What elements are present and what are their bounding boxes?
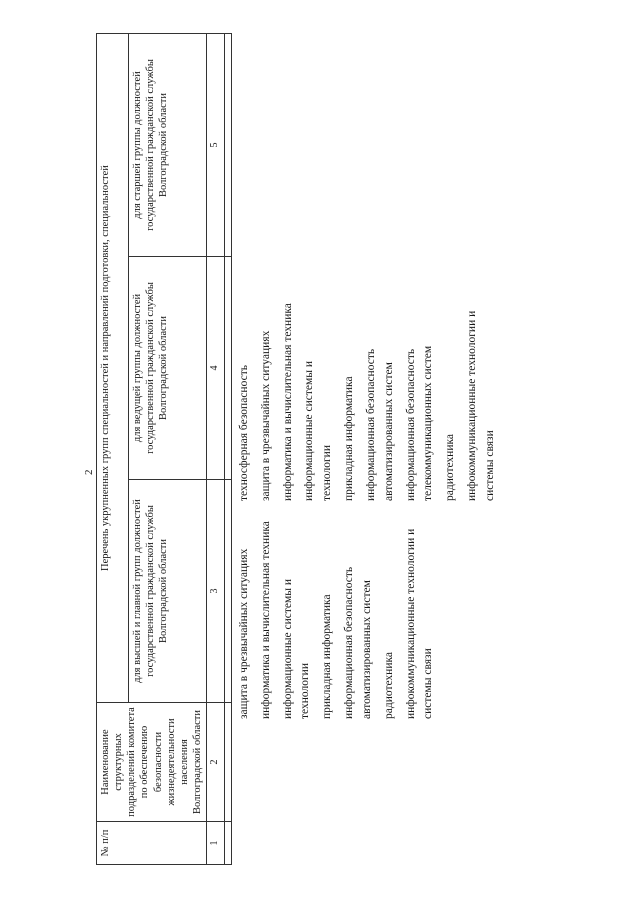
column-number: 4 xyxy=(207,257,225,480)
page-number: 2 xyxy=(83,469,95,475)
header-senior: для старшей группы должностей государственной гражданской службы Волгоградской области xyxy=(128,34,206,257)
header-leading: для ведущей группы должностей государственной гражданской службы Волгоградской области xyxy=(128,257,206,480)
column-number: 3 xyxy=(207,480,225,703)
list-item: инфокоммуникационные технологии и системы связи xyxy=(404,528,435,719)
column-number: 1 xyxy=(207,822,225,865)
list-item: информатика и вычислительная техника xyxy=(281,303,294,501)
specialty-list-leading xyxy=(236,303,504,501)
list-item: защита в чрезвычайных ситуациях xyxy=(259,330,272,501)
list-item: техносферная безопасность xyxy=(238,365,250,501)
header-number: № п/п xyxy=(97,822,207,865)
list-item: радиотехника xyxy=(382,651,395,719)
specialty-lists xyxy=(236,25,576,905)
list-item: прикладная информатика xyxy=(321,594,334,719)
list-item: защита в чрезвычайных ситуациях xyxy=(238,548,250,719)
list-item: информатика и вычислительная техника xyxy=(259,521,272,719)
header-group-title: Перечень укрупненных групп специальностей и направлений подготовки, специальностей xyxy=(97,34,129,703)
list-item: информационная безопасность автоматизированных систем xyxy=(364,348,395,501)
specialty-list-senior-main xyxy=(236,521,442,719)
list-item: информационные системы и технологии xyxy=(281,579,312,719)
column-number-row xyxy=(207,34,225,865)
rotated-page xyxy=(0,25,580,905)
list-item: инфокоммуникационные технологии и системы связи xyxy=(465,310,496,501)
header-senior-main: для высшей и главной групп должностей государственной гражданской службы Волгоградской области xyxy=(128,480,206,703)
column-number: 5 xyxy=(207,34,225,257)
list-item: прикладная информатика xyxy=(343,376,356,501)
specialties-table xyxy=(96,33,232,865)
list-item: информационная безопасность телекоммуникационных систем xyxy=(404,345,435,501)
column-number: 2 xyxy=(207,703,225,822)
list-item: информационная безопасность автоматизированных систем xyxy=(343,566,373,719)
list-item: радиотехника xyxy=(444,433,457,501)
table-row xyxy=(224,34,231,865)
list-item: информационные системы и технологии xyxy=(303,361,334,501)
header-subdivision: Наименование структурных подразделений комитета по обеспечению безопасности жизнедеятельности населения Волгоградской области xyxy=(97,703,207,822)
